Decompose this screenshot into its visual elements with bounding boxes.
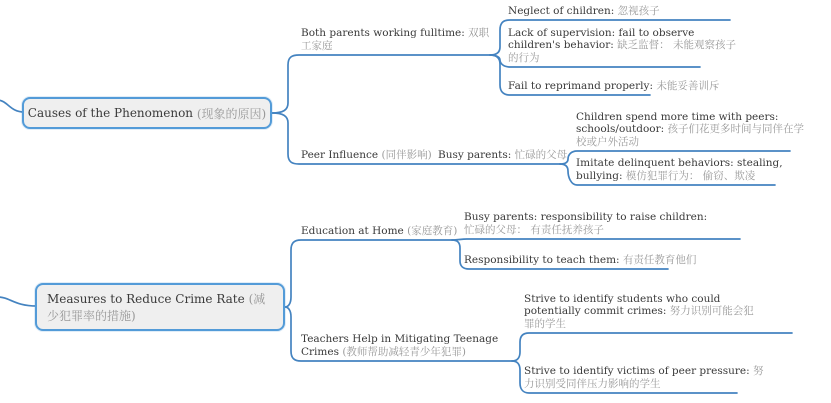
topic-measures-text (47, 290, 273, 324)
node-both-parents-working[interactable]: Both parents working fulltime: 双职工家庭 (301, 27, 490, 52)
topic-causes-of-phenomenon[interactable] (22, 97, 272, 129)
node-fail-to-reprimand[interactable]: Fail to reprimand properly: 未能妥善训斥 (508, 79, 720, 92)
topic-causes-text-en: Causes of the Phenomenon (27, 106, 194, 120)
node-lack-of-supervision[interactable]: Lack of supervision: fail to observe children's behavior: 缺乏监督： 未能观察孩子的行为 (508, 26, 737, 64)
node-teachers-help-mitigating[interactable]: Teachers Help in Mitigating Teenage Crimes (教师帮助减轻青少年犯罪) (301, 333, 499, 358)
topic-causes-text-zh: (现象的原因) (196, 106, 267, 121)
edge-root-measures (0, 297, 37, 306)
edge-causes-both-parents (272, 55, 490, 113)
topic-measures-text-zh: (减少犯罪率的措施) (47, 292, 266, 323)
node-responsibility-to-teach[interactable]: Responsibility to teach them: 有责任教育他们 (464, 253, 697, 266)
topic-measures-reduce-crime[interactable] (35, 283, 285, 331)
node-imitate-delinquent-behaviors[interactable]: Imitate delinquent behaviors: stealing, bullying: 模仿犯罪行为： 偷窃、欺凌 (576, 157, 783, 182)
edge-measures-education (285, 240, 452, 307)
node-peer-influence[interactable]: Peer Influence (同伴影响) (301, 148, 432, 161)
node-busy-parents[interactable]: Busy parents: 忙碌的父母 (438, 148, 568, 161)
edge-education-busy-resp (452, 239, 740, 240)
edge-teachers-strive-students (512, 333, 792, 361)
node-identify-peer-pressure-victims[interactable]: Strive to identify victims of peer pressure: 努力识别受同伴压力影响的学生 (524, 365, 764, 390)
node-busy-parents-responsibility[interactable]: Busy parents: responsibility to raise children: 忙碌的父母： 有责任抚养孩子 (464, 211, 708, 236)
node-neglect-of-children[interactable]: Neglect of children: 忽视孩子 (508, 4, 660, 17)
node-education-at-home[interactable]: Education at Home (家庭教育) (301, 224, 458, 237)
node-children-time-with-peers[interactable]: Children spend more time with peers: schools/outdoor: 孩子们花更多时间与同伴在学校或户外活动 (576, 110, 805, 148)
edge-root-causes (0, 100, 24, 112)
node-identify-potential-offenders[interactable]: Strive to identify students who could potentially commit crimes: 努力识别可能会犯罪的学生 (524, 292, 754, 330)
topic-measures-text-en: Measures to Reduce Crime Rate (47, 292, 245, 306)
